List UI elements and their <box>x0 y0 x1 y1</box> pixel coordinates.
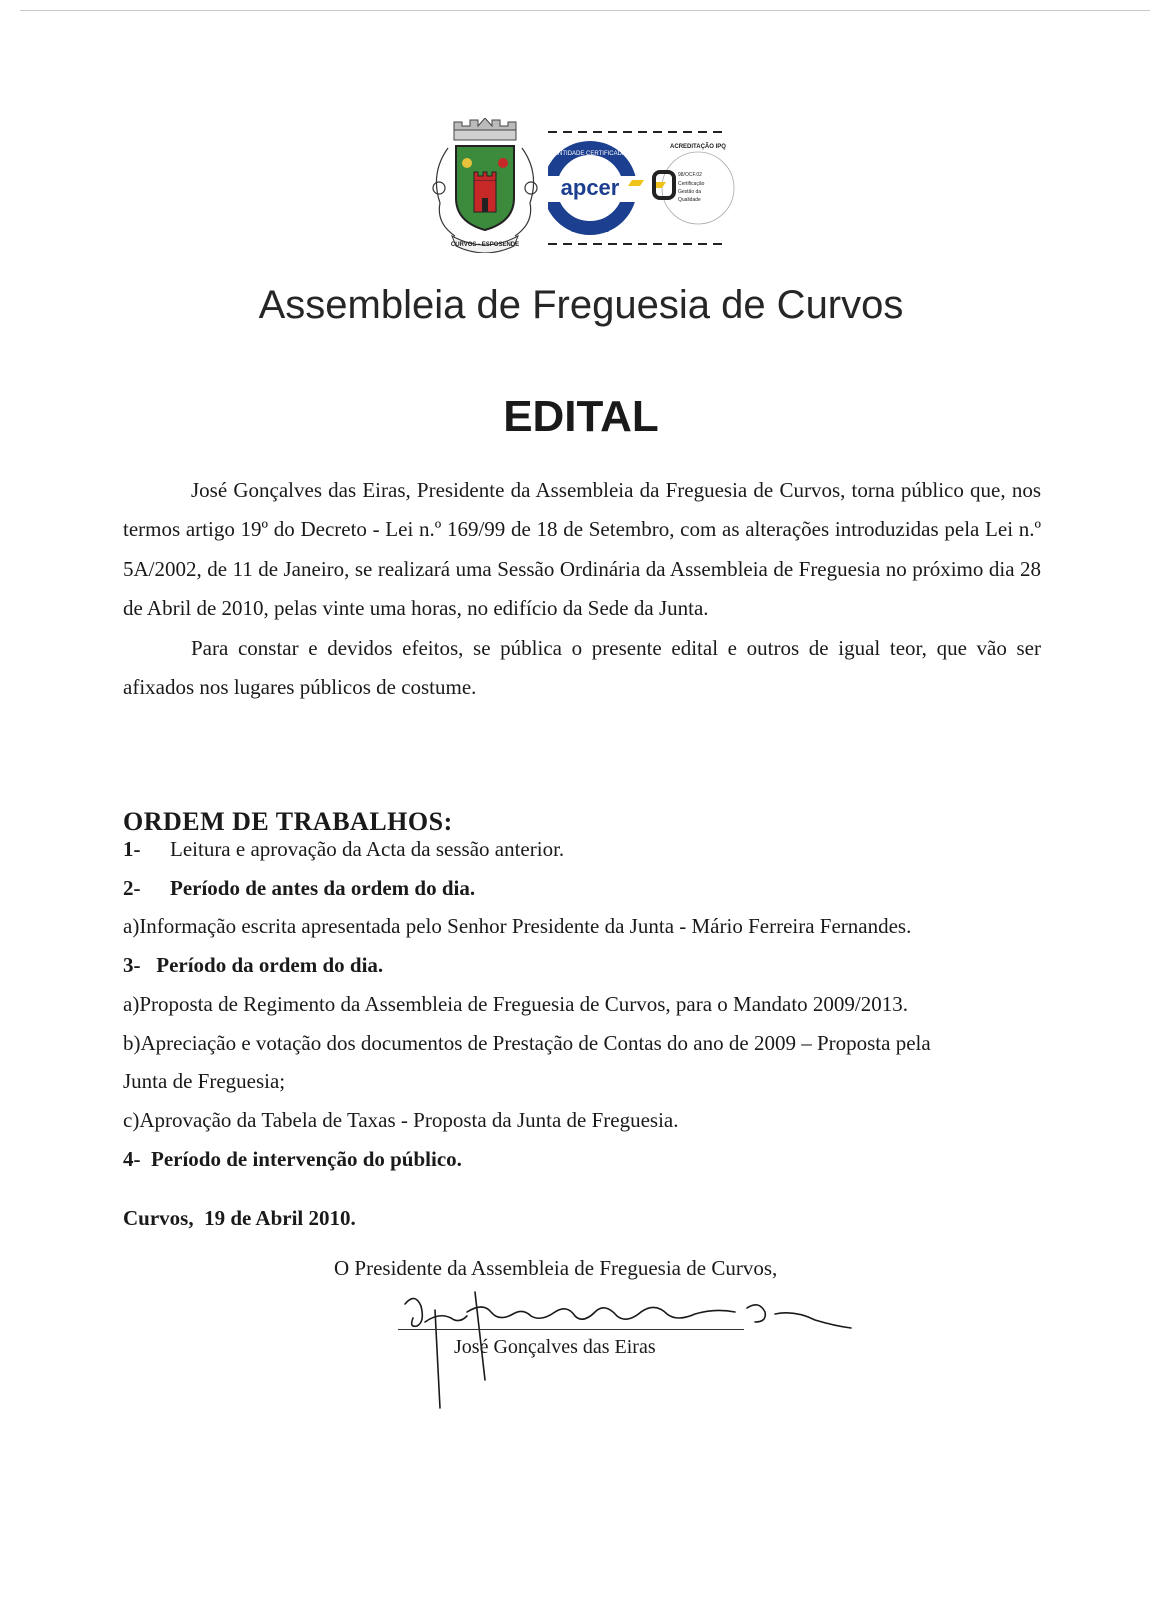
agenda-list <box>123 830 1023 1178</box>
agenda-item-3b-continued: Junta de Freguesia; <box>123 1069 286 1094</box>
agenda-item-1-number: 1- <box>123 837 141 861</box>
ipq-code: 98/OCF.02 <box>678 172 702 178</box>
agenda-title: ORDEM DE TRABALHOS: <box>123 807 453 836</box>
cert-ring-text: ENTIDADE CERTIFICADA <box>554 151 626 157</box>
ipq-line-1: Certificação <box>678 181 705 187</box>
agenda-item-1 <box>123 830 1023 869</box>
ipq-line-2: Gestão da <box>678 189 702 195</box>
agenda-item-3c: c)Aprovação da Tabela de Taxas - Proposta da Junta de Freguesia. <box>123 1107 679 1132</box>
iso-label: ISO 9001 <box>570 224 610 234</box>
parish-crest-logo <box>430 118 540 253</box>
agenda-item-4: 4- Período de intervenção do público. <box>123 1146 462 1171</box>
ipq-line-3: Qualidade <box>678 197 701 203</box>
notice-paragraph-1: José Gonçalves das Eiras, Presidente da Assembleia da Freguesia de Curvos, torna público que, nos termos artigo 19º do Decreto - Lei n.º 169/99 de 18 de Setembro, com as alterações introduzidas pela Lei n.º 5A/2002, de 11 de Janeiro, se realizará uma Sessão Ordinária da Assembleia de Freguesia no próximo dia 28 de Abril de 2010, pelas vinte uma horas, no edifício da Sede da Junta. <box>123 478 1041 621</box>
place-and-date: Curvos, 19 de Abril 2010. <box>123 1206 356 1230</box>
notice-paragraph-2: Para constar e devidos efeitos, se pública o presente edital e outros de igual teor, que vão ser afixados nos lugares públicos de costume. <box>123 635 1041 700</box>
signature-line <box>398 1329 744 1330</box>
top-rule <box>20 10 1150 11</box>
agenda-item-3: 3- Período da ordem do dia. <box>123 953 384 978</box>
notice-body <box>123 471 1041 707</box>
document-type-heading: EDITAL <box>503 392 659 441</box>
signatory-name: José Gonçalves das Eiras <box>454 1336 656 1358</box>
agenda-item-1-text: Leitura e aprovação da Acta da sessão anterior. <box>170 837 565 861</box>
crest-scroll-text: CURVOS - ESPOSENDE <box>450 242 520 248</box>
agenda-item-2-number: 2- <box>123 875 141 900</box>
page-title: Assembleia de Freguesia de Curvos <box>258 283 904 327</box>
certification-badges <box>548 128 744 250</box>
accreditation-text: ACREDITAÇÃO IPQ <box>670 144 726 150</box>
agenda-item-3a: a)Proposta de Regimento da Assembleia de Freguesia de Curvos, para o Mandato 2009/2013. <box>123 991 908 1016</box>
agenda-item-2 <box>123 869 1023 908</box>
agenda-item-2a: a)Informação escrita apresentada pelo Senhor Presidente da Junta - Mário Ferreira Fernandes. <box>123 914 912 939</box>
agenda-item-3b: b)Apreciação e votação dos documentos de Prestação de Contas do ano de 2009 – Proposta pela <box>123 1030 931 1055</box>
signatory-role: O Presidente da Assembleia de Freguesia de Curvos, <box>334 1256 778 1280</box>
apcer-wordmark: apcer <box>560 175 620 200</box>
agenda-item-2-text: Período de antes da ordem do dia. <box>170 875 476 900</box>
